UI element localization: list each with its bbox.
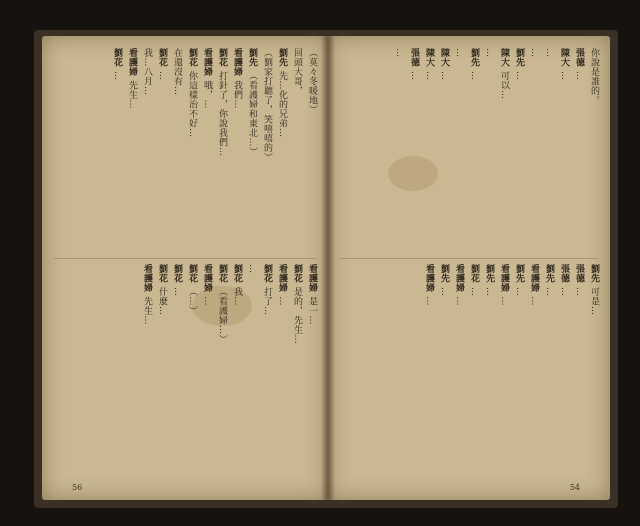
text-column xyxy=(230,264,243,469)
dialogue-text: … xyxy=(247,264,257,274)
dialogue-text: … xyxy=(454,48,464,58)
speaker-name: 張德 xyxy=(559,264,569,283)
speaker-name: 看護婦 xyxy=(307,264,317,293)
text-column xyxy=(140,48,153,253)
text-column xyxy=(452,264,465,469)
text-column xyxy=(482,264,495,469)
speaker-name: 陳大 xyxy=(439,48,449,67)
speaker-name: 看護婦 xyxy=(529,264,539,293)
speaker-name: 陳大 xyxy=(499,48,509,67)
dialogue-text: … xyxy=(112,71,122,81)
speaker-name: 劉花 xyxy=(187,48,197,67)
text-column xyxy=(467,48,480,253)
dialogue-text: 是的，先生… xyxy=(292,287,302,344)
text-column xyxy=(557,264,570,469)
right-page-bottom-section xyxy=(328,264,610,469)
speaker-name: 看護婦 xyxy=(127,48,137,77)
text-column xyxy=(200,264,213,469)
speaker-name: 張德 xyxy=(574,48,584,67)
dialogue-text: 我…八月… xyxy=(142,48,152,96)
section-divider xyxy=(340,258,598,259)
speaker-name: 看護婦 xyxy=(202,264,212,293)
text-column xyxy=(527,264,540,469)
speaker-name: 劉花 xyxy=(217,48,227,67)
speaker-name: 劉花 xyxy=(157,264,167,283)
speaker-name: 看護婦 xyxy=(454,264,464,293)
speaker-name: 劉先 xyxy=(514,264,524,283)
dialogue-text: … xyxy=(424,71,434,81)
dialogue-text: 打針了，你說我們… xyxy=(217,71,227,157)
speaker-name: 劉花 xyxy=(187,264,197,283)
right-page-top-section xyxy=(328,48,610,253)
text-column xyxy=(275,264,288,469)
dialogue-text: … xyxy=(424,296,434,306)
text-column xyxy=(260,48,273,253)
speaker-name: 看護婦 xyxy=(232,48,242,77)
speaker-name: 劉先 xyxy=(544,264,554,283)
speaker-name: 劉先 xyxy=(439,264,449,283)
dialogue-text: （看護婦…） xyxy=(217,287,227,344)
right-bottom-columns xyxy=(338,264,600,469)
dialogue-text: 哦，… xyxy=(202,80,212,109)
dialogue-text: … xyxy=(157,71,167,81)
speaker-name: 劉花 xyxy=(232,264,242,283)
text-column xyxy=(200,48,213,253)
text-column xyxy=(482,48,495,253)
text-column xyxy=(572,48,585,253)
speaker-name: 劉先 xyxy=(277,48,287,67)
dialogue-text: … xyxy=(202,296,212,306)
text-column xyxy=(140,264,153,469)
text-column xyxy=(170,48,183,253)
dialogue-text: … xyxy=(544,48,554,58)
text-column xyxy=(437,48,450,253)
dialogue-text: 我… xyxy=(232,287,242,306)
text-column xyxy=(185,48,198,253)
speaker-name: 張德 xyxy=(574,264,584,283)
dialogue-text: 可以… xyxy=(499,71,509,100)
book-gutter xyxy=(321,36,335,500)
speaker-name: 劉花 xyxy=(262,264,272,283)
left-page xyxy=(42,36,328,500)
dialogue-text: … xyxy=(514,287,524,297)
text-column xyxy=(110,48,123,253)
dialogue-text: （劉家打聽了，笑嘻嘻的） xyxy=(262,48,272,162)
left-page-bottom-section xyxy=(42,264,328,469)
dialogue-text: … xyxy=(484,287,494,297)
speaker-name: 劉花 xyxy=(112,48,122,67)
text-column xyxy=(290,264,303,469)
dialogue-text: … xyxy=(394,48,404,58)
dialogue-text: … xyxy=(409,71,419,81)
page-number: 54 xyxy=(569,483,580,492)
dialogue-text: 你這樣治不好… xyxy=(187,71,197,138)
dialogue-text: … xyxy=(172,287,182,297)
left-page-top-section xyxy=(42,48,328,253)
speaker-name: 劉先 xyxy=(514,48,524,67)
speaker-name: 劉花 xyxy=(157,48,167,67)
speaker-name: 張德 xyxy=(409,48,419,67)
speaker-name: 劉花 xyxy=(469,264,479,283)
text-column xyxy=(170,264,183,469)
text-column xyxy=(407,48,420,253)
text-column xyxy=(215,48,228,253)
text-column xyxy=(305,264,318,469)
speaker-name: 劉先 xyxy=(484,264,494,283)
right-page xyxy=(328,36,610,500)
text-column xyxy=(155,264,168,469)
dialogue-text: 你說是誰的。 xyxy=(589,48,599,105)
text-column xyxy=(512,48,525,253)
text-column xyxy=(527,48,540,253)
text-column xyxy=(245,264,258,469)
dialogue-text: 打了… xyxy=(262,287,272,316)
dialogue-text: 在還沒有… xyxy=(172,48,182,96)
text-column xyxy=(557,48,570,253)
dialogue-text: … xyxy=(469,287,479,297)
text-column xyxy=(125,48,138,253)
text-column xyxy=(542,48,555,253)
dialogue-text: … xyxy=(469,71,479,81)
text-column xyxy=(290,48,303,253)
text-column xyxy=(422,264,435,469)
text-column xyxy=(587,264,600,469)
dialogue-text: … xyxy=(559,287,569,297)
text-column xyxy=(437,264,450,469)
left-top-columns xyxy=(52,48,318,253)
left-bottom-columns xyxy=(52,264,318,469)
text-column xyxy=(497,48,510,253)
dialogue-text: … xyxy=(574,287,584,297)
dialogue-text: （莫々冬暖地） xyxy=(307,48,317,115)
text-column xyxy=(452,48,465,253)
dialogue-text: … xyxy=(574,71,584,81)
dialogue-text: … xyxy=(439,71,449,81)
text-column xyxy=(572,264,585,469)
speaker-name: 看護婦 xyxy=(499,264,509,293)
open-book xyxy=(34,30,618,508)
dialogue-text: 回頭大哥， xyxy=(292,48,302,96)
dialogue-text: … xyxy=(529,48,539,58)
text-column xyxy=(422,48,435,253)
dialogue-text: 先…化的兄弟… xyxy=(277,71,287,138)
section-divider xyxy=(54,258,316,259)
dialogue-text: … xyxy=(484,48,494,58)
text-column xyxy=(467,264,480,469)
text-column xyxy=(155,48,168,253)
dialogue-text: … xyxy=(454,296,464,306)
dialogue-text: … xyxy=(277,296,287,306)
speaker-name: 劉花 xyxy=(172,264,182,283)
dialogue-text: … xyxy=(439,287,449,297)
dialogue-text: … xyxy=(559,71,569,81)
text-column xyxy=(392,48,405,253)
page-number: 56 xyxy=(72,483,83,492)
text-column xyxy=(275,48,288,253)
dialogue-text: 先生… xyxy=(127,80,137,109)
dialogue-text: 什麼… xyxy=(157,287,167,316)
dialogue-text: … xyxy=(499,296,509,306)
dialogue-text: … xyxy=(544,287,554,297)
dialogue-text: … xyxy=(514,71,524,81)
dialogue-text: （…） xyxy=(187,287,197,316)
speaker-name: 劉花 xyxy=(217,264,227,283)
speaker-name: 看護婦 xyxy=(277,264,287,293)
text-column xyxy=(185,264,198,469)
dialogue-text: … xyxy=(529,296,539,306)
speaker-name: 看護婦 xyxy=(142,264,152,293)
speaker-name: 劉花 xyxy=(292,264,302,283)
speaker-name: 劉先 xyxy=(247,48,257,67)
text-column xyxy=(512,264,525,469)
text-column xyxy=(245,48,258,253)
text-column xyxy=(587,48,600,253)
speaker-name: 看護婦 xyxy=(202,48,212,77)
speaker-name: 劉先 xyxy=(469,48,479,67)
text-column xyxy=(230,48,243,253)
speaker-name: 陳大 xyxy=(559,48,569,67)
speaker-name: 劉先 xyxy=(589,264,599,283)
text-column xyxy=(305,48,318,253)
text-column xyxy=(215,264,228,469)
dialogue-text: 是一… xyxy=(307,296,317,325)
text-column xyxy=(497,264,510,469)
text-column xyxy=(260,264,273,469)
speaker-name: 陳大 xyxy=(424,48,434,67)
dialogue-text: 我們… xyxy=(232,80,242,109)
dialogue-text: （看護婦和東北…） xyxy=(247,71,257,157)
dialogue-text: 先生… xyxy=(142,296,152,325)
right-top-columns xyxy=(338,48,600,253)
text-column xyxy=(542,264,555,469)
dialogue-text: 可是… xyxy=(589,287,599,316)
speaker-name: 看護婦 xyxy=(424,264,434,293)
